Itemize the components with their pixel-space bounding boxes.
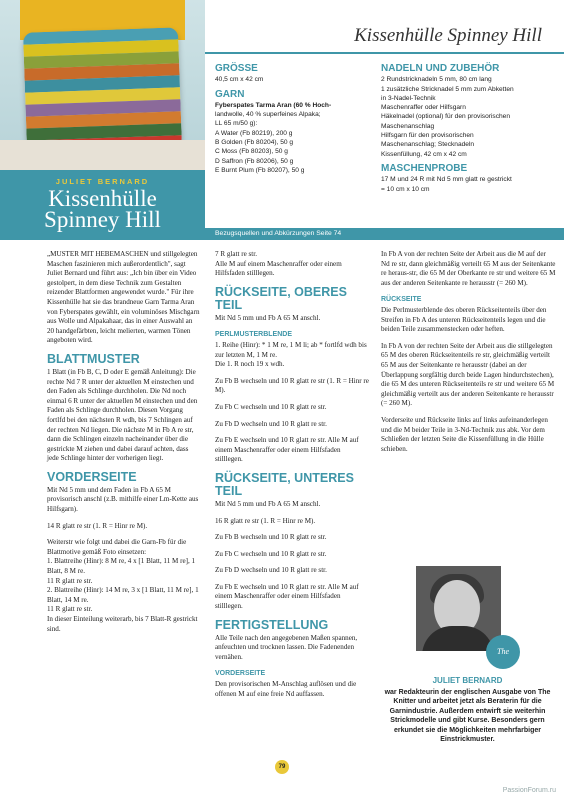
garn-line: D Saffron (Fb 80206), 50 g xyxy=(215,157,294,165)
garn-line: A Water (Fb 80219), 200 g xyxy=(215,129,293,137)
reference-bar: Bezugsquellen und Abkürzungen Seite 74 xyxy=(205,228,564,240)
stripe-d: Zu Fb D wechseln und 10 R glatt re str. xyxy=(215,419,327,428)
col3-text: Die Perlmusterblende des oberen Rückseitenteils über den Streifen in Fb A des unteren Rückseitenteils legen und die beiden Teile zusammenstecken oder heften. xyxy=(381,305,547,334)
garn-line: B Golden (Fb 80204), 50 g xyxy=(215,139,294,147)
designer-name: JULIET BERNARD xyxy=(432,676,503,685)
column-1 xyxy=(47,250,200,634)
vorderseite-end: In dieser Einteilung weiterarb, bis 7 Blatt-R gestrickt sind. xyxy=(47,615,198,633)
nadeln-line: in 3-Nadel-Technik xyxy=(381,94,436,102)
u-stripe-b: Zu Fb B wechseln und 10 R glatt re str. xyxy=(215,533,327,542)
nadeln-line: Kissenfüllung, 42 cm x 42 cm xyxy=(381,150,467,158)
garn-line: landwolle, 40 % superfeines Alpaka; xyxy=(215,111,321,119)
hero-title-line2: Spinney Hill xyxy=(44,207,161,232)
garn-heading: GARN xyxy=(215,88,245,100)
perlmuster-text: 1. Reihe (Hinr): * 1 M re, 1 M li; ab * fortlfd wdh bis zur letzten M, 1 M re. xyxy=(215,340,367,359)
vorderseite-sub-text: Den provisorischen M-Anschlag auflösen und die offenen M auf eine freie Nd auffassen. xyxy=(215,680,357,698)
col3-text: In Fb A von der rechten Seite der Arbeit aus die M auf der Nd re str, dann gleichmäßig verteilt 65 M aus der Seitenkante re heraus-str, die 65 M der Oberkante re str und weitere 65 M aus der anderen Seitenkante re herausstr (= 260 M). xyxy=(381,250,556,287)
nadeln-line: Maschenanschlag xyxy=(381,122,435,130)
page-title: Kissenhülle Spinney Hill xyxy=(354,25,542,46)
rueckseite-heading: RÜCKSEITE xyxy=(381,296,422,304)
hero-title xyxy=(0,188,205,230)
garn-line: C Moss (Fb 80203), 50 g xyxy=(215,148,288,156)
designer-portrait xyxy=(416,566,501,651)
the-knitter-badge: The Knitter xyxy=(486,635,520,669)
portrait-body xyxy=(422,626,494,651)
groesse-heading: GRÖSSE xyxy=(215,63,258,74)
designer-bio-text: war Redakteurin der englischen Ausgabe von The Knitter und arbeitet jetzt als Beraterin für die Garnindustrie. Außerdem entwirft sie weiterhin Strickmodelle und gibt Kurse. Besonders gern erkundet sie die Möglichkeiten mehrfarbiger Einstrickmuster. xyxy=(384,689,551,744)
page-number: 79 xyxy=(275,760,289,774)
title-divider xyxy=(205,52,564,54)
hero-photo xyxy=(0,0,205,240)
designer-byline: JULIET BERNARD xyxy=(55,177,150,186)
chair-seat xyxy=(0,140,205,170)
u-stripe-c: Zu Fb C wechseln und 10 R glatt re str. xyxy=(215,549,327,558)
nadeln-line: Häkelnadel (optional) für den provisorischen xyxy=(381,113,511,121)
stripe-c: Zu Fb C wechseln und 10 R glatt re str. xyxy=(215,402,327,411)
fertigstellung-text: Alle Teile nach den angegebenen Maßen spannen, anfeuchten und trocknen lassen. Die Fadenenden vernähen. xyxy=(215,633,358,661)
nadeln-line: Maschenanschlag; Stecknadeln xyxy=(381,141,475,149)
vorderseite-heading: VORDERSEITE xyxy=(47,469,137,484)
watermark: PassionForum.ru xyxy=(502,787,556,794)
groesse-value: 40,5 cm x 42 cm xyxy=(215,76,264,84)
knitted-pillow xyxy=(23,27,182,152)
oberes-teil-text: Mit Nd 5 mm und Fb A 65 M anschl. xyxy=(215,313,321,322)
stripe-e: Zu Fb E wechseln und 10 R glatt re str. Alle M auf einem Maschenraffer oder einem Hilfsfaden stilllegen. xyxy=(215,436,359,464)
vorderseite-sub-heading: VORDERSEITE xyxy=(215,670,266,678)
maschenprobe-line: 17 M und 24 R mit Nd 5 mm glatt re gestrickt xyxy=(381,176,512,184)
maschenprobe-heading: MASCHENPROBE xyxy=(381,162,468,174)
blattreihe-1: 1. Blattreihe (Hinr): 8 M re, 4 x [1 Blatt, 11 M re], 1 Blatt, 8 M re. xyxy=(47,557,196,576)
vorderseite-text-2: 14 R glatt re str (1. R = Hinr re M). xyxy=(47,521,148,530)
col3-text: In Fb A von der rechten Seite der Arbeit aus die stillgelegten 65 M des oberen Rückseitenteils re str, gleichmäßig verteilt 65 M aus der Seitenkante re herausstr (dabei an der Überlappung sorgfältig durch beide Lagen hindurchstechen), die 65 M des unteren Rückseitenteils re str und weitere 65 M gleichmäßig verteilt aus der anderen Seitenkante re herausstr (= 260 M). xyxy=(381,341,555,408)
garn-line: Fyberspates Tarma Aran (60 % Hoch- xyxy=(215,101,332,109)
blattreihe-2-rows: 11 R glatt re str. xyxy=(47,605,93,614)
oberes-teil-heading: RÜCKSEITE, OBERES TEIL xyxy=(215,284,347,312)
garn-line: LL 65 m/50 g): xyxy=(215,120,258,128)
unteres-teil-heading: RÜCKSEITE, UNTERES TEIL xyxy=(215,470,354,498)
info-right xyxy=(381,64,561,194)
col3-text: Vorderseite und Rückseite links auf links aufeinanderlegen und die M beider Teile in 3-Nd-Technik zus abk. Vor dem Schließen der letzten Seite die Kissenfüllung in die Hülle schieben. xyxy=(381,415,548,453)
blattreihe-2: 2. Blattreihe (Hinr): 14 M re, 3 x [1 Blatt, 11 M re], 1 Blatt, 14 M re. xyxy=(47,586,199,604)
hero-title-line1: Kissenhülle xyxy=(48,186,157,211)
blattmuster-text: 1 Blatt (in Fb B, C, D oder E gemäß Anleitung): Die rechte Nd 7 R unter der aktuellen M einstechen und den Faden als Schlinge durchholen. Die Nd noch einmal 6 R unter der aktuellen M einstechen und den Faden als Schlinge durchholen. Diesen Vorgang fortlfd bei den nächsten R wdh, bis 7 Schlingen auf der rechten Nd liegen. Die nächste M in Fb A re str, dann die Schlingen einzeln nacheinander über die gestrickte M ziehen und dabei darauf achten, dass jede Schlinge hinter der vorherigen liegt. xyxy=(47,367,198,463)
stripe-b: Zu Fb B wechseln und 10 R glatt re str (1. R = Hinr re M). xyxy=(215,376,369,395)
maschenprobe-line: = 10 cm x 10 cm xyxy=(381,185,430,193)
column-3 xyxy=(381,250,556,461)
column-2 xyxy=(215,250,370,699)
nadeln-heading: NADELN UND ZUBEHÖR xyxy=(381,63,500,74)
u-stripe-e: Zu Fb E wechseln und 10 R glatt re str. Alle M auf einem Maschenraffer oder einem Hilfsfaden stilllegen. xyxy=(215,582,359,611)
col2-text: Alle M auf einem Maschenraffer oder einem Hilfsfaden stilllegen. xyxy=(215,259,342,278)
unteres-teil-text: Mit Nd 5 mm und Fb A 65 M anschl. xyxy=(215,499,321,508)
garn-line: E Burnt Plum (Fb 80207), 50 g xyxy=(215,166,305,174)
info-left xyxy=(215,64,373,175)
unteres-teil-rows: 16 R glatt re str (1. R = Hinr re M). xyxy=(215,516,316,525)
col2-text: 7 R glatt re str. xyxy=(215,250,257,258)
vorderseite-text-1: Mit Nd 5 mm und dem Faden in Fb A 65 M provisorisch anschl (z.B. mithilfe einer Lm-Kette aus Hilfsgarn). xyxy=(47,485,199,514)
perlmuster-heading: PERLMUSTERBLENDE xyxy=(215,331,293,339)
fertigstellung-heading: FERTIGSTELLUNG xyxy=(215,617,329,632)
u-stripe-d: Zu Fb D wechseln und 10 R glatt re str. xyxy=(215,566,327,575)
nadeln-line: 1 zusätzliche Stricknadel 5 mm zum Abketten xyxy=(381,85,514,93)
perlmuster-repeat: Die 1. R noch 19 x wdh. xyxy=(215,360,285,369)
vorderseite-text-3: Weiterstr wie folgt und dabei die Garn-Fb für die Blattmotive gemäß Foto einsetzen: xyxy=(47,538,187,556)
nadeln-line: 2 Rundstricknadeln 5 mm, 80 cm lang xyxy=(381,76,492,84)
blattreihe-1-rows: 11 R glatt re str. xyxy=(47,576,93,585)
intro-paragraph: „MUSTER MIT HEBEMASCHEN und stillgelegten Maschen faszinieren mich außerordentlich", sagt Juliet Bernard und führt aus: „Ich bin über ein Video gestolpert, in dem diese Technik zum Gestalten reizender Blattformen angewendet wurde." Für ihre Kissenhülle hat sie das brandneue Garn Tarma Aran von Fyberspates gewählt, ein voluminöses Mischgarn aus Wolle und Alpakahaar, das in einer Auswahl an 20 handgefärbten, leicht melierten, warmen Tönen angeboten wird. xyxy=(47,250,200,345)
nadeln-line: Hilfsgarn für den provisorischen xyxy=(381,132,474,140)
designer-bio xyxy=(380,676,555,744)
nadeln-line: Maschenraffer oder Hilfsgarn xyxy=(381,104,466,112)
blattmuster-heading: BLATTMUSTER xyxy=(47,351,140,366)
